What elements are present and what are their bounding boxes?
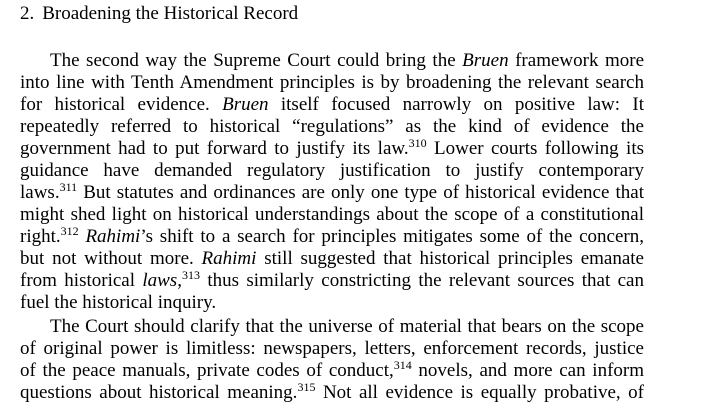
text-run: But statutes and ordinances are only one type of historical evidence that	[77, 182, 644, 203]
text-run: fuel the historical inquiry.	[20, 292, 217, 313]
paragraph-2-line-4	[20, 382, 644, 404]
paragraph-1-line-2	[20, 72, 644, 94]
text-run: Lower courts following its	[426, 138, 645, 159]
text-run: guidance have demanded regulatory justification to justify contemporary	[20, 160, 644, 181]
paragraph-1-line-6	[20, 160, 644, 182]
paragraph-1-line-10	[20, 248, 644, 270]
text-run: repeatedly referred to historical “regulations” as the kind of evidence the	[20, 116, 644, 137]
section-number: 2.	[20, 3, 35, 24]
text-run: questions about historical meaning.	[20, 382, 298, 403]
text-run: of original power is limitless: newspapers, letters, enforcement records, justice	[20, 338, 644, 359]
footnote-marker: 315	[297, 380, 316, 394]
text-run: itself focused narrowly on positive law: It	[268, 94, 644, 115]
footnote-marker: 312	[60, 224, 79, 238]
text-run: framework more	[508, 50, 645, 71]
paragraph-2-line-1	[20, 316, 644, 338]
section-heading	[20, 3, 298, 25]
emphasis-italic: laws	[142, 270, 178, 291]
section-title: Broadening the Historical Record	[42, 3, 299, 24]
text-run: still suggested that historical principles emanate	[256, 248, 644, 269]
text-run: right.	[20, 226, 61, 247]
paragraph-1-line-9	[20, 226, 644, 248]
paragraph-1-line-4	[20, 116, 644, 138]
paragraph-1-line-5	[20, 138, 644, 160]
text-run: government had to put forward to justify its law.	[20, 138, 409, 159]
footnote-marker: 314	[393, 358, 412, 372]
paragraph-1-line-7	[20, 182, 644, 204]
footnote-marker: 311	[59, 180, 78, 194]
text-run: Not all evidence is equally probative, of	[315, 382, 644, 403]
case-name-italic: Rahimi	[201, 248, 257, 269]
paragraph-1-line-8	[20, 204, 644, 226]
text-run: into line with Tenth Amendment principles is by broadening the relevant search	[20, 72, 644, 93]
text-run: for historical evidence.	[20, 94, 223, 115]
paragraph-1-line-3	[20, 94, 644, 116]
paragraph-2-line-2	[20, 338, 644, 360]
case-name-italic: Bruen	[462, 50, 509, 71]
case-name-italic: Rahimi	[85, 226, 141, 247]
text-run: thus similarly constricting the relevant sources that can	[199, 270, 644, 291]
paragraph-1-line-12	[20, 292, 216, 314]
text-run: The second way the Supreme Court could bring the	[50, 50, 463, 71]
text-run: might shed light on historical understandings about the scope of a constitutional	[20, 204, 644, 225]
paragraph-1-line-11	[20, 270, 644, 292]
footnote-marker: 310	[408, 136, 427, 150]
text-run: of the peace manuals, private codes of conduct,	[20, 360, 394, 381]
case-name-italic: Bruen	[222, 94, 269, 115]
text-run: ’s shift to a search for principles mitigates some of the concern,	[140, 226, 644, 247]
text-run: The Court should clarify that the universe of material that bears on the scope	[50, 316, 644, 337]
text-run: from historical	[20, 270, 143, 291]
paragraph-1-line-1	[20, 50, 644, 72]
text-run: novels, and more can inform	[411, 360, 644, 381]
footnote-marker: 313	[181, 268, 200, 282]
text-run: but not without more.	[20, 248, 202, 269]
text-run: ,	[177, 270, 182, 291]
text-run: laws.	[20, 182, 60, 203]
paragraph-2-line-3	[20, 360, 644, 382]
